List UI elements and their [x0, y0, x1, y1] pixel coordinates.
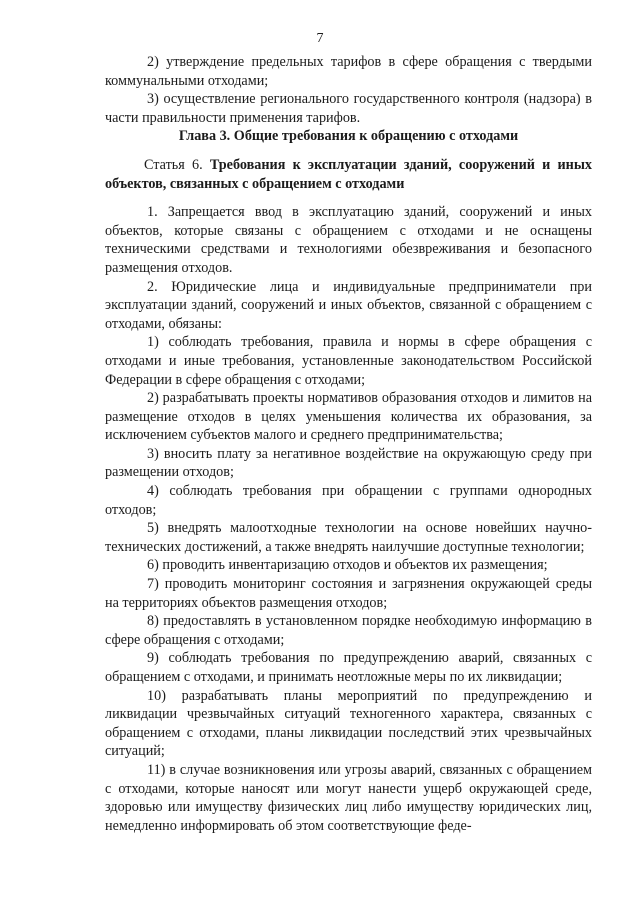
article-title: Требования к эксплуатации зданий, сооружений и иных объектов, связанных с обращением с отходами: [105, 156, 593, 192]
list-item: 4) соблюдать требования при обращении с группами однородных отходов;: [105, 483, 592, 518]
document-body: [105, 53, 592, 835]
list-item: 2) разрабатывать проекты нормативов образования отходов и лимитов на размещение отходов в целях уменьшения количества их образования, за исключением субъектов малого и среднего предпринимательства;: [105, 390, 592, 444]
list-item: 9) соблюдать требования по предупреждению аварий, связанных с обращением с отходами, и принимать неотложные меры по их ликвидации;: [105, 650, 592, 685]
chapter-heading: Глава 3. Общие требования к обращению с отходами: [178, 128, 519, 145]
list-item: 1) соблюдать требования, правила и нормы в сфере обращения с отходами и иные требования, установленные законодательством Российской Федерации в сфере обращения с отходами;: [105, 334, 592, 388]
paragraph: 3) осуществление регионального государственного контроля (надзора) в части правильности применения тарифов.: [105, 91, 592, 126]
list-item: 10) разрабатывать планы мероприятий по предупреждению и ликвидации чрезвычайных ситуаций техногенного характера, связанных с обращением с отходами, планы ликвидации последствий этих чрезвычайных ситуаций;: [105, 687, 592, 760]
paragraph: 2. Юридические лица и индивидуальные предприниматели при эксплуатации зданий, сооружений и иных объектов, связанной с обращением с отходами, обязаны:: [105, 278, 592, 332]
article-heading: [105, 156, 592, 193]
list-item: 8) предоставлять в установленном порядке необходимую информацию в сфере обращения с отходами;: [105, 613, 592, 648]
paragraph: 2) утверждение предельных тарифов в сфере обращения с твердыми коммунальными отходами;: [105, 54, 592, 89]
article-label: Статья 6.: [144, 156, 203, 173]
list-item: 3) вносить плату за негативное воздействие на окружающую среду при размещении отходов;: [105, 445, 592, 481]
list-item: 11) в случае возникновения или угрозы аварий, связанных с обращением с отходами, которые наносят или могут нанести ущерб окружающей среде, здоровью или имуществу физических лиц либо имуществу юридических лиц, немедленно информировать об этом соответствующие феде-: [105, 761, 592, 834]
page-number: 7: [316, 31, 324, 46]
list-item: 6) проводить инвентаризацию отходов и объектов их размещения;: [147, 557, 548, 574]
list-item: 7) проводить мониторинг состояния и загрязнения окружающей среды на территориях объектов размещения отходов;: [105, 576, 592, 611]
list-item: 5) внедрять малоотходные технологии на основе новейших научно-технических достижений, а также внедрять наилучшие доступные технологии;: [105, 520, 592, 555]
paragraph: 1. Запрещается ввод в эксплуатацию зданий, сооружений и иных объектов, которые связаны с обращением с отходами и не оснащены техническими средствами и технологиями обезвреживания и безопасного размещения отходов.: [105, 204, 592, 276]
